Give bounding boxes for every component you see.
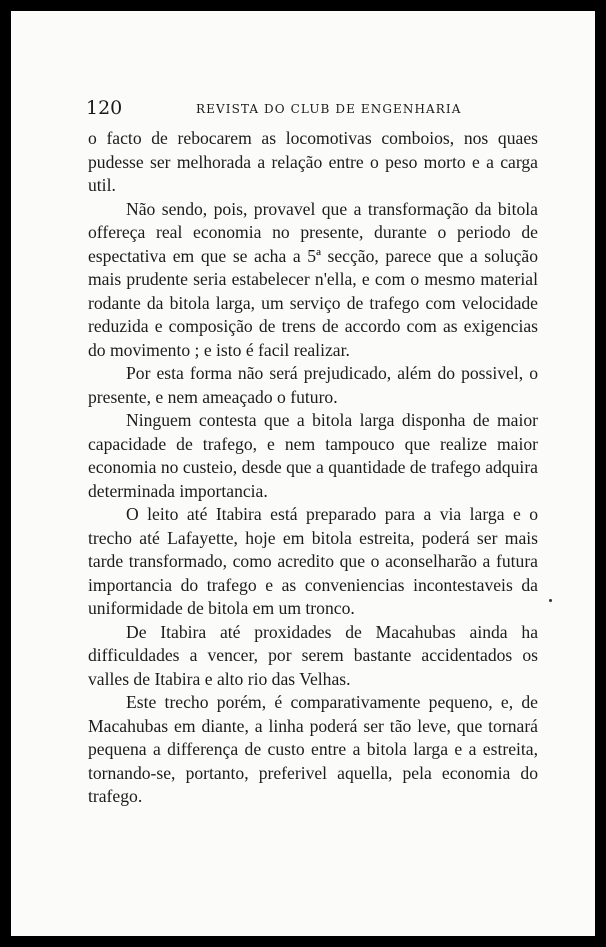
book-page [11, 11, 595, 936]
paragraph: Não sendo, pois, provavel que a transformação da bitola offereça real economia no presente, durante o periodo de espectativa em que se acha a 5ª secção, parece que a solução mais prudente seria estabelecer n'ella, e com o mesmo material rodante da bitola larga, um serviço de trafego com velocidade reduzida e composição de trens de accordo com as exigencias do movimento ; e isto é facil realizar. [88, 198, 538, 360]
paragraph: De Itabira até proxidades de Macahubas ainda ha difficuldades a vencer, por serem bastante accidentados os valles de Itabira e alto rio das Velhas. [88, 621, 538, 689]
paragraph: Este trecho porém, é comparativamente pequeno, e, de Macahubas em diante, a linha poderá ser tão leve, que tornará pequena a differença de custo entre a bitola larga e a estreita, tornando-se, portanto, preferivel aquella, pela economia do trafego. [88, 692, 538, 806]
body-text [88, 127, 538, 809]
paragraph: Ninguem contesta que a bitola larga disponha de maior capacidade de trafego, e nem tampouco que realize maior economia no custeio, desde que a quantidade de trafego adquira determinada importancia. [88, 410, 538, 501]
page-header [86, 97, 541, 121]
ink-speck [549, 599, 552, 602]
paragraph: O leito até Itabira está preparado para a via larga e o trecho até Lafayette, hoje em bitola estreita, poderá ser mais tarde transformado, como acredito que o aconselharão a futura importancia do trafego e as conveniencias incontestaveis da uniformidade de bitola em um tronco. [88, 504, 538, 618]
paragraph-continuation: o facto de rebocarem as locomotivas comboios, nos quaes pudesse ser melhorada a relação entre o peso morto e a carga util. [88, 128, 538, 195]
paragraph: Por esta forma não será prejudicado, além do possivel, o presente, e nem ameaçado o futuro. [88, 363, 538, 407]
page-number: 120 [86, 97, 123, 119]
running-title: REVISTA DO CLUB DE ENGENHARIA [196, 102, 462, 116]
